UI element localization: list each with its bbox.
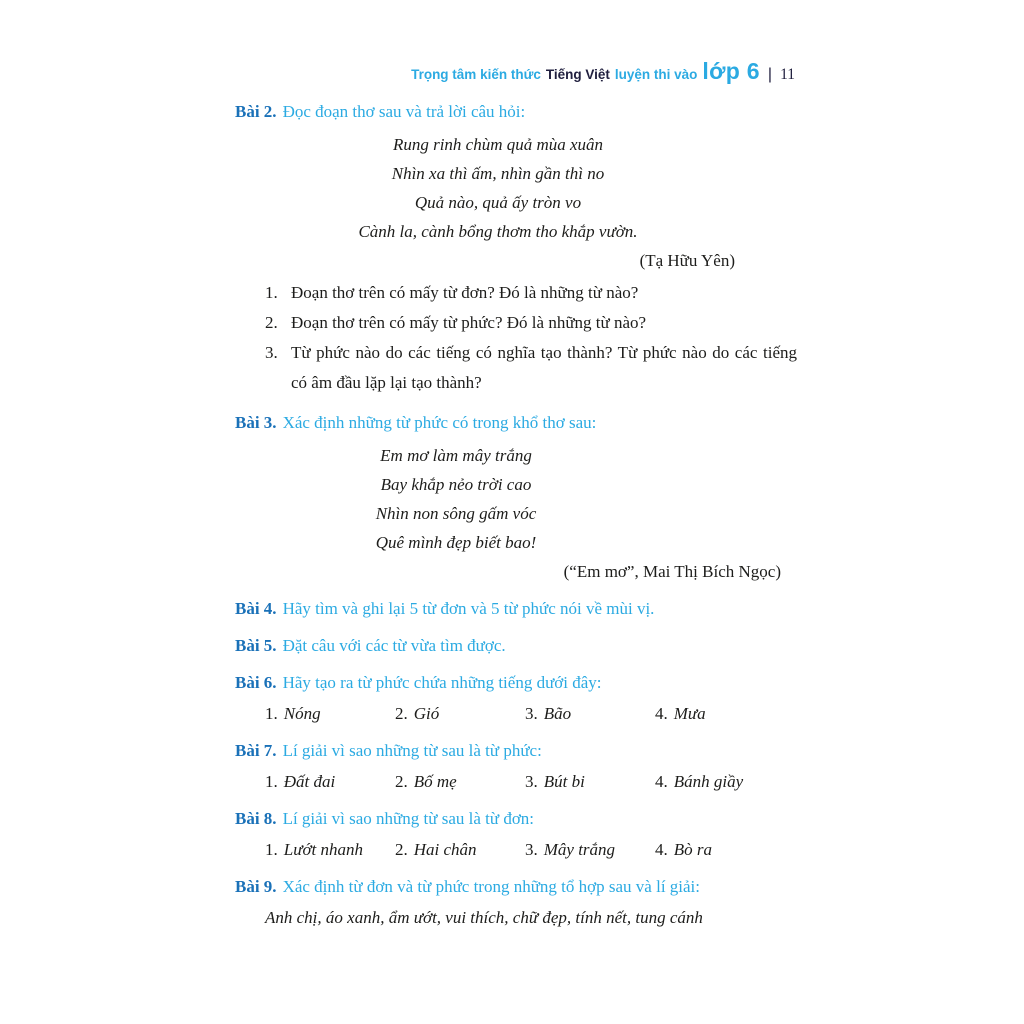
word-text: Bút bi <box>543 772 585 791</box>
question-item <box>235 308 797 338</box>
question-item <box>235 278 797 308</box>
word-text: Lướt nhanh <box>283 840 364 859</box>
exercise-label: Bài 2. <box>235 102 277 121</box>
exercise-heading <box>235 631 797 661</box>
word-text: Bố mẹ <box>413 772 457 791</box>
exercise-label: Bài 9. <box>235 877 277 896</box>
header-subject-title: Tiếng Việt <box>545 67 610 82</box>
exercise-heading <box>235 594 797 624</box>
exercise-label: Bài 3. <box>235 413 277 432</box>
question-item <box>235 338 797 398</box>
word-number: 3. <box>525 772 538 791</box>
exercise-bai-2 <box>235 97 797 398</box>
exercise-instruction: Xác định những từ phức có trong khổ thơ sau: <box>282 413 597 432</box>
header-divider: | <box>767 66 773 83</box>
header-tagline: luyện thi vào <box>614 67 698 82</box>
word-number: 1. <box>265 772 278 791</box>
question-list <box>235 278 797 398</box>
exercise-bai-7 <box>235 736 797 797</box>
question-number: 1. <box>265 283 278 302</box>
exercise-label: Bài 5. <box>235 636 277 655</box>
question-number: 2. <box>265 313 278 332</box>
exercise-heading <box>235 668 797 698</box>
word-item <box>395 699 525 729</box>
exercise-instruction: Lí giải vì sao những từ sau là từ phức: <box>282 741 542 760</box>
exercise-instruction: Đặt câu với các từ vừa tìm được. <box>282 636 506 655</box>
question-text: Đoạn thơ trên có mấy từ phức? Đó là những từ nào? <box>291 313 647 332</box>
phrase-list: Anh chị, áo xanh, ẩm ướt, vui thích, chữ đẹp, tính nết, tung cánh <box>265 908 703 927</box>
word-text: Bão <box>543 704 572 723</box>
poem-block <box>235 130 761 246</box>
word-list <box>235 767 797 797</box>
exercise-instruction: Hãy tìm và ghi lại 5 từ đơn và 5 từ phức nói về mùi vị. <box>282 599 655 618</box>
exercise-bai-5 <box>235 631 797 661</box>
exercise-bai-4 <box>235 594 797 624</box>
exercise-heading <box>235 408 797 438</box>
exercise-bai-8 <box>235 804 797 865</box>
word-number: 2. <box>395 704 408 723</box>
exercise-bai-6 <box>235 668 797 729</box>
poem-line: Nhìn xa thì ấm, nhìn gần thì no <box>391 164 605 183</box>
exercise-label: Bài 8. <box>235 809 277 828</box>
word-text: Bánh giầy <box>673 772 744 791</box>
word-list <box>235 835 797 865</box>
word-number: 3. <box>525 704 538 723</box>
exercise-heading <box>235 872 797 902</box>
word-number: 4. <box>655 840 668 859</box>
exercise-bai-3 <box>235 408 797 587</box>
word-text: Hai chân <box>413 840 477 859</box>
poem-line: Quê mình đẹp biết bao! <box>375 533 537 552</box>
word-item <box>265 767 395 797</box>
word-number: 4. <box>655 704 668 723</box>
word-text: Đất đai <box>283 772 336 791</box>
page-content <box>235 97 797 940</box>
word-item <box>525 699 655 729</box>
poem-line: Nhìn non sông gấm vóc <box>375 504 537 523</box>
word-number: 4. <box>655 772 668 791</box>
word-item <box>655 699 785 729</box>
word-text: Mây trắng <box>543 840 616 859</box>
poem-attribution: (“Em mơ”, Mai Thị Bích Ngọc) <box>563 562 781 581</box>
poem-attribution: (Tạ Hữu Yên) <box>639 251 735 270</box>
word-item <box>525 835 655 865</box>
exercise-instruction: Đọc đoạn thơ sau và trả lời câu hỏi: <box>282 102 526 121</box>
exercise-instruction: Xác định từ đơn và từ phức trong những tổ hợp sau và lí giải: <box>282 877 701 896</box>
exercise-instruction: Hãy tạo ra từ phức chứa những tiếng dưới đây: <box>282 673 602 692</box>
word-list <box>235 699 797 729</box>
poem-line: Bay khắp nẻo trời cao <box>380 475 532 494</box>
word-number: 3. <box>525 840 538 859</box>
exercise-label: Bài 6. <box>235 673 277 692</box>
poem-line: Quả nào, quả ấy tròn vo <box>414 193 582 212</box>
word-item <box>395 767 525 797</box>
exercise-label: Bài 7. <box>235 741 277 760</box>
word-text: Gió <box>413 704 440 723</box>
poem-line: Em mơ làm mây trắng <box>380 446 532 465</box>
word-text: Bò ra <box>673 840 712 859</box>
question-text: Đoạn thơ trên có mấy từ đơn? Đó là những từ nào? <box>291 283 639 302</box>
exercise-heading <box>235 804 797 834</box>
word-number: 2. <box>395 840 408 859</box>
page-number: 11 <box>780 66 795 83</box>
page-header <box>411 58 795 85</box>
question-text: Từ phức nào do các tiếng có nghĩa tạo thành? Từ phức nào do các tiếng có âm đầu lặp lại tạo thành? <box>291 343 797 392</box>
exercise-heading <box>235 736 797 766</box>
word-number: 2. <box>395 772 408 791</box>
word-item <box>265 835 395 865</box>
question-number: 3. <box>265 343 278 362</box>
exercise-bai-9 <box>235 872 797 933</box>
word-item <box>655 767 785 797</box>
poem-block <box>235 441 677 557</box>
poem-line: Cành la, cành bổng thơm tho khắp vườn. <box>358 222 638 241</box>
exercise-label: Bài 4. <box>235 599 277 618</box>
exercise-instruction: Lí giải vì sao những từ sau là từ đơn: <box>282 809 535 828</box>
header-series-title: Trọng tâm kiến thức <box>411 67 541 82</box>
word-text: Mưa <box>673 704 706 723</box>
word-item <box>265 699 395 729</box>
word-text: Nóng <box>283 704 321 723</box>
word-item <box>525 767 655 797</box>
word-item <box>395 835 525 865</box>
word-number: 1. <box>265 840 278 859</box>
header-grade-label: lớp 6 <box>702 58 760 84</box>
word-number: 1. <box>265 704 278 723</box>
word-item <box>655 835 785 865</box>
exercise-heading <box>235 97 797 127</box>
poem-line: Rung rinh chùm quả mùa xuân <box>392 135 604 154</box>
